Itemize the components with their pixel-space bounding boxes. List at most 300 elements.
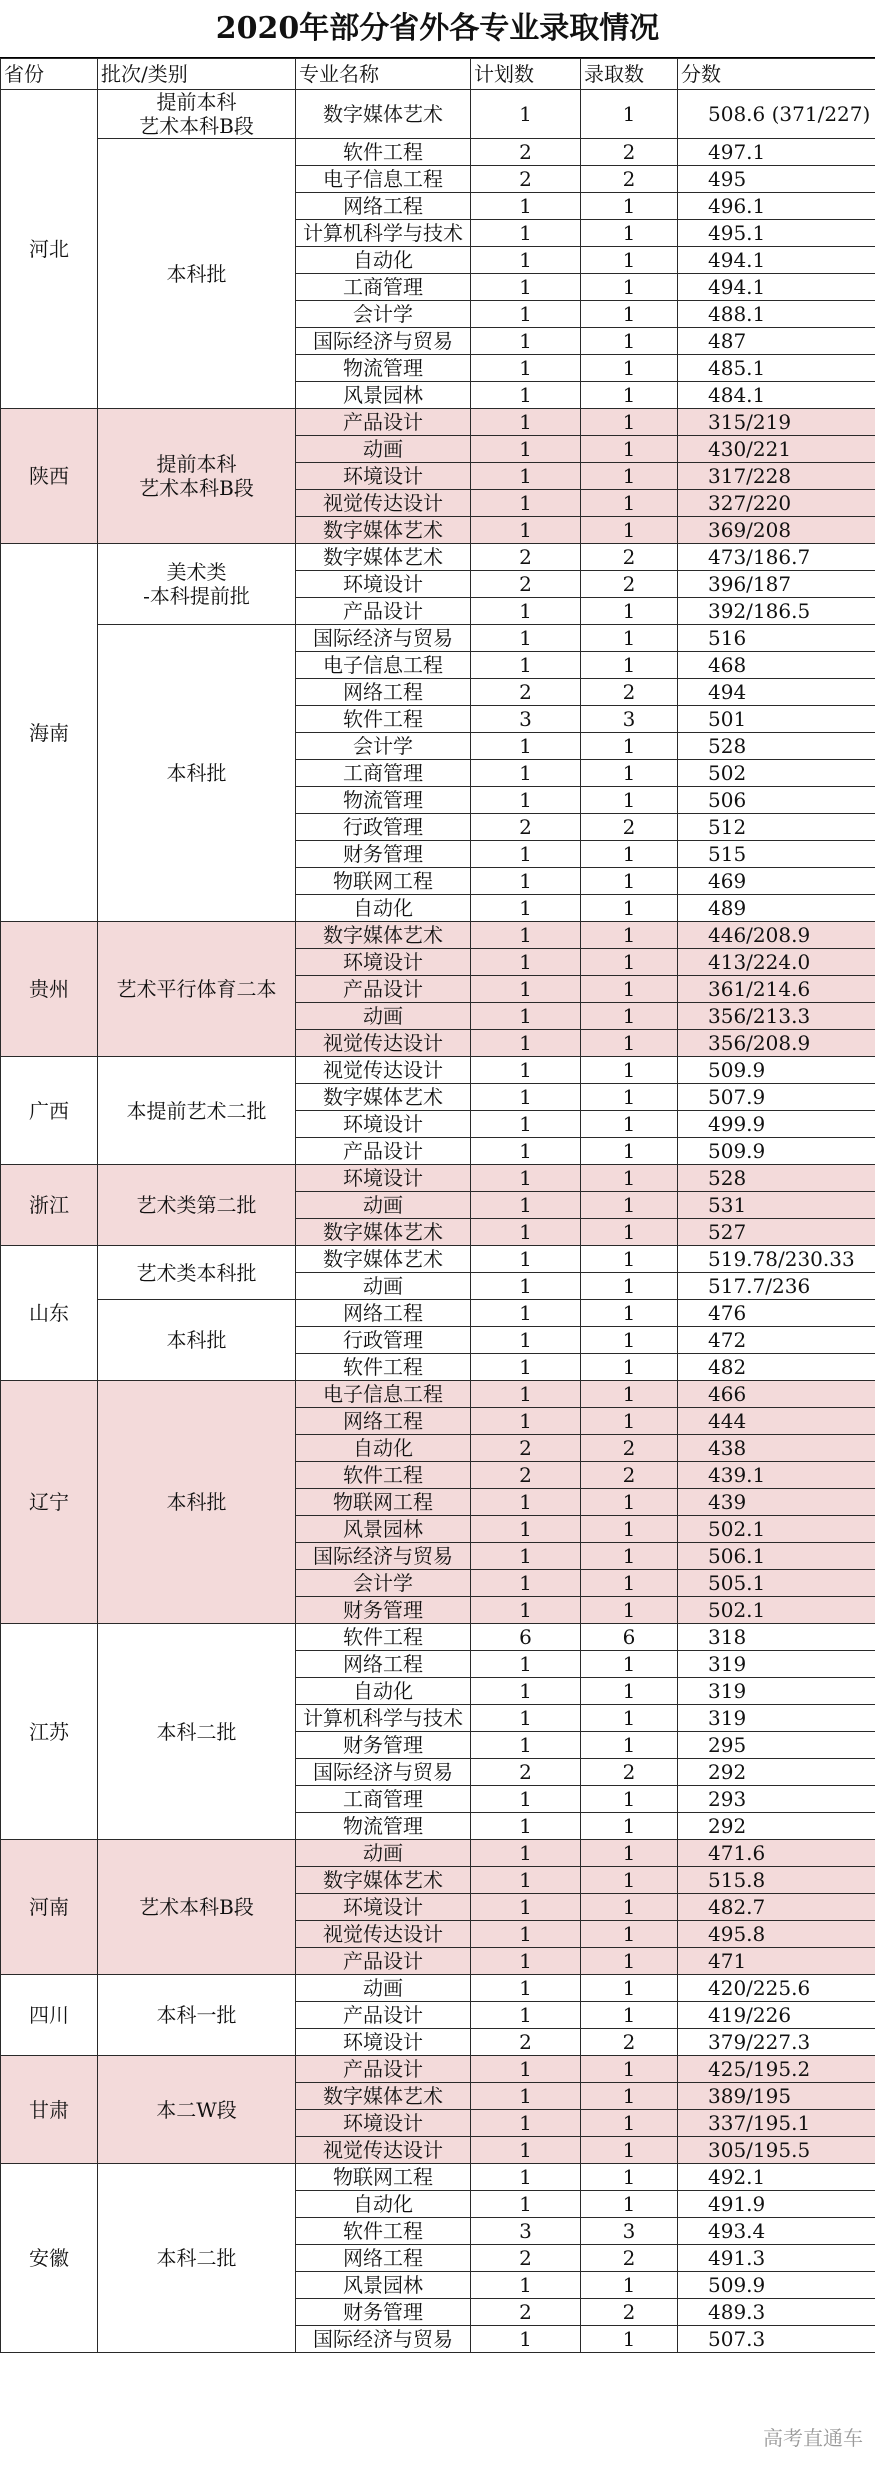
admit-count-cell: 1 [581,409,678,436]
plan-count-cell: 2 [471,1462,581,1489]
admit-count-cell: 1 [581,1192,678,1219]
plan-count-cell: 1 [471,1138,581,1165]
table-row [1,1165,875,1192]
watermark: 高考直通车 [763,2426,863,2450]
major-cell: 财务管理 [296,1597,471,1624]
admit-count-cell: 1 [581,787,678,814]
plan-count-cell: 1 [471,247,581,274]
batch-cell: 艺术平行体育二本 [98,922,296,1057]
admit-count-cell: 1 [581,1057,678,1084]
admit-count-cell: 1 [581,301,678,328]
plan-count-cell: 3 [471,2218,581,2245]
admit-count-cell: 1 [581,490,678,517]
major-cell: 物联网工程 [296,868,471,895]
header-score: 分数 [678,59,875,90]
major-cell: 国际经济与贸易 [296,625,471,652]
major-cell: 软件工程 [296,2218,471,2245]
admit-count-cell: 2 [581,2245,678,2272]
admit-count-cell: 6 [581,1624,678,1651]
major-cell: 财务管理 [296,1732,471,1759]
major-cell: 电子信息工程 [296,166,471,193]
table-row [1,922,875,949]
major-cell: 产品设计 [296,409,471,436]
plan-count-cell: 1 [471,922,581,949]
score-cell: 305/195.5 [678,2137,875,2164]
score-cell: 494 [678,679,875,706]
major-cell: 数字媒体艺术 [296,1219,471,1246]
plan-count-cell: 2 [471,2245,581,2272]
table-row [1,1381,875,1408]
batch-cell: 艺术类第二批 [98,1165,296,1246]
table-row [1,544,875,571]
major-cell: 产品设计 [296,598,471,625]
major-cell: 网络工程 [296,1300,471,1327]
plan-count-cell: 1 [471,1408,581,1435]
plan-count-cell: 1 [471,274,581,301]
score-cell: 389/195 [678,2083,875,2110]
major-cell: 财务管理 [296,841,471,868]
page-title: 2020年部分省外各专业录取情况 [0,0,875,58]
major-cell: 软件工程 [296,139,471,166]
admit-count-cell: 1 [581,382,678,409]
plan-count-cell: 1 [471,1192,581,1219]
admit-count-cell: 1 [581,436,678,463]
plan-count-cell: 1 [471,1678,581,1705]
major-cell: 数字媒体艺术 [296,1246,471,1273]
admit-count-cell: 1 [581,1948,678,1975]
admit-count-cell: 3 [581,2218,678,2245]
score-cell: 413/224.0 [678,949,875,976]
plan-count-cell: 1 [471,1381,581,1408]
major-cell: 动画 [296,1003,471,1030]
admit-count-cell: 1 [581,274,678,301]
major-cell: 视觉传达设计 [296,1030,471,1057]
score-cell: 337/195.1 [678,2110,875,2137]
major-cell: 网络工程 [296,1651,471,1678]
table-row [1,1624,875,1651]
admit-count-cell: 1 [581,733,678,760]
province-cell: 广西 [1,1057,98,1165]
major-cell: 物流管理 [296,787,471,814]
table-row [1,625,875,652]
plan-count-cell: 1 [471,1813,581,1840]
admit-count-cell: 2 [581,2029,678,2056]
admit-count-cell: 1 [581,2056,678,2083]
admit-count-cell: 1 [581,652,678,679]
admit-count-cell: 1 [581,1516,678,1543]
score-cell: 515 [678,841,875,868]
score-cell: 484.1 [678,382,875,409]
major-cell: 物流管理 [296,355,471,382]
major-cell: 动画 [296,1975,471,2002]
admit-count-cell: 1 [581,1840,678,1867]
score-cell: 444 [678,1408,875,1435]
major-cell: 产品设计 [296,2056,471,2083]
major-cell: 数字媒体艺术 [296,1084,471,1111]
score-cell: 419/226 [678,2002,875,2029]
plan-count-cell: 1 [471,625,581,652]
major-cell: 国际经济与贸易 [296,328,471,355]
score-cell: 319 [678,1705,875,1732]
score-cell: 471.6 [678,1840,875,1867]
score-cell: 505.1 [678,1570,875,1597]
major-cell: 财务管理 [296,2299,471,2326]
admit-count-cell: 1 [581,1003,678,1030]
score-cell: 473/186.7 [678,544,875,571]
admit-count-cell: 1 [581,1408,678,1435]
major-cell: 会计学 [296,733,471,760]
major-cell: 数字媒体艺术 [296,2083,471,2110]
admit-count-cell: 1 [581,1300,678,1327]
admit-count-cell: 1 [581,1030,678,1057]
admit-count-cell: 3 [581,706,678,733]
major-cell: 行政管理 [296,814,471,841]
plan-count-cell: 1 [471,1516,581,1543]
major-cell: 网络工程 [296,193,471,220]
major-cell: 产品设计 [296,2002,471,2029]
score-cell: 327/220 [678,490,875,517]
province-cell: 海南 [1,544,98,922]
score-cell: 476 [678,1300,875,1327]
major-cell: 动画 [296,1840,471,1867]
score-cell: 507.9 [678,1084,875,1111]
province-cell: 安徽 [1,2164,98,2353]
score-cell: 491.9 [678,2191,875,2218]
table-row [1,1840,875,1867]
admit-count-cell: 1 [581,1975,678,2002]
plan-count-cell: 1 [471,760,581,787]
plan-count-cell: 1 [471,463,581,490]
score-cell: 494.1 [678,274,875,301]
admit-count-cell: 2 [581,2299,678,2326]
major-cell: 视觉传达设计 [296,2137,471,2164]
batch-cell: 提前本科 艺术本科B段 [98,409,296,544]
major-cell: 风景园林 [296,382,471,409]
major-cell: 数字媒体艺术 [296,90,471,139]
score-cell: 315/219 [678,409,875,436]
plan-count-cell: 2 [471,1435,581,1462]
major-cell: 环境设计 [296,949,471,976]
score-cell: 293 [678,1786,875,1813]
plan-count-cell: 1 [471,1894,581,1921]
admit-count-cell: 1 [581,1705,678,1732]
admit-count-cell: 1 [581,90,678,139]
plan-count-cell: 2 [471,544,581,571]
score-cell: 487 [678,328,875,355]
batch-cell: 本科二批 [98,2164,296,2353]
score-cell: 318 [678,1624,875,1651]
admit-count-cell: 1 [581,1165,678,1192]
admit-count-cell: 1 [581,2326,678,2353]
table-row [1,2164,875,2191]
admit-count-cell: 1 [581,598,678,625]
table-row [1,1975,875,2002]
score-cell: 506.1 [678,1543,875,1570]
score-cell: 438 [678,1435,875,1462]
admit-count-cell: 1 [581,1678,678,1705]
major-cell: 软件工程 [296,706,471,733]
major-cell: 计算机科学与技术 [296,220,471,247]
admit-count-cell: 1 [581,949,678,976]
score-cell: 508.6 (371/227) [678,90,875,139]
admit-count-cell: 1 [581,1813,678,1840]
score-cell: 527 [678,1219,875,1246]
major-cell: 风景园林 [296,2272,471,2299]
admit-count-cell: 1 [581,1867,678,1894]
score-cell: 502.1 [678,1516,875,1543]
major-cell: 环境设计 [296,1894,471,1921]
admit-count-cell: 1 [581,1354,678,1381]
province-cell: 甘肃 [1,2056,98,2164]
score-cell: 482 [678,1354,875,1381]
admit-count-cell: 1 [581,1732,678,1759]
admit-count-cell: 1 [581,922,678,949]
score-cell: 493.4 [678,2218,875,2245]
admit-count-cell: 1 [581,2110,678,2137]
score-cell: 494.1 [678,247,875,274]
plan-count-cell: 2 [471,571,581,598]
major-cell: 数字媒体艺术 [296,517,471,544]
score-cell: 356/208.9 [678,1030,875,1057]
major-cell: 软件工程 [296,1462,471,1489]
plan-count-cell: 2 [471,139,581,166]
major-cell: 自动化 [296,1435,471,1462]
admit-count-cell: 1 [581,1381,678,1408]
table-row [1,90,875,139]
score-cell: 317/228 [678,463,875,490]
major-cell: 自动化 [296,895,471,922]
major-cell: 产品设计 [296,1138,471,1165]
major-cell: 产品设计 [296,976,471,1003]
province-cell: 贵州 [1,922,98,1057]
plan-count-cell: 1 [471,1705,581,1732]
score-cell: 396/187 [678,571,875,598]
major-cell: 动画 [296,1273,471,1300]
plan-count-cell: 1 [471,1219,581,1246]
major-cell: 视觉传达设计 [296,1057,471,1084]
admit-count-cell: 2 [581,814,678,841]
province-cell: 江苏 [1,1624,98,1840]
major-cell: 工商管理 [296,1786,471,1813]
major-cell: 电子信息工程 [296,1381,471,1408]
admit-count-cell: 1 [581,1327,678,1354]
plan-count-cell: 1 [471,1786,581,1813]
admit-count-cell: 1 [581,1246,678,1273]
score-cell: 468 [678,652,875,679]
plan-count-cell: 1 [471,895,581,922]
admit-count-cell: 1 [581,220,678,247]
major-cell: 数字媒体艺术 [296,1867,471,1894]
admit-count-cell: 1 [581,1084,678,1111]
table-row [1,1300,875,1327]
plan-count-cell: 2 [471,679,581,706]
batch-cell: 艺术本科B段 [98,1840,296,1975]
admit-count-cell: 1 [581,2137,678,2164]
admit-count-cell: 1 [581,1111,678,1138]
major-cell: 工商管理 [296,274,471,301]
plan-count-cell: 1 [471,2272,581,2299]
score-cell: 379/227.3 [678,2029,875,2056]
major-cell: 会计学 [296,1570,471,1597]
plan-count-cell: 1 [471,1975,581,2002]
plan-count-cell: 1 [471,1084,581,1111]
table-row [1,1057,875,1084]
admit-count-cell: 2 [581,1435,678,1462]
score-cell: 488.1 [678,301,875,328]
plan-count-cell: 1 [471,301,581,328]
plan-count-cell: 1 [471,652,581,679]
admit-count-cell: 2 [581,679,678,706]
plan-count-cell: 1 [471,1570,581,1597]
plan-count-cell: 1 [471,841,581,868]
admit-count-cell: 1 [581,1570,678,1597]
major-cell: 网络工程 [296,2245,471,2272]
admit-count-cell: 1 [581,868,678,895]
table-row [1,409,875,436]
score-cell: 392/186.5 [678,598,875,625]
plan-count-cell: 1 [471,868,581,895]
plan-count-cell: 2 [471,166,581,193]
plan-count-cell: 1 [471,787,581,814]
batch-cell: 本科批 [98,625,296,922]
score-cell: 528 [678,733,875,760]
admit-count-cell: 1 [581,328,678,355]
score-cell: 517.7/236 [678,1273,875,1300]
province-cell: 四川 [1,1975,98,2056]
score-cell: 515.8 [678,1867,875,1894]
table-body [1,90,875,2353]
batch-cell: 本科一批 [98,1975,296,2056]
major-cell: 自动化 [296,1678,471,1705]
batch-cell: 本二W段 [98,2056,296,2164]
table-row [1,1246,875,1273]
score-cell: 319 [678,1678,875,1705]
score-cell: 489.3 [678,2299,875,2326]
plan-count-cell: 1 [471,1840,581,1867]
plan-count-cell: 6 [471,1624,581,1651]
plan-count-cell: 1 [471,382,581,409]
score-cell: 509.9 [678,1057,875,1084]
province-cell: 浙江 [1,1165,98,1246]
score-cell: 472 [678,1327,875,1354]
major-cell: 物联网工程 [296,1489,471,1516]
batch-cell: 本科批 [98,1381,296,1624]
score-cell: 509.9 [678,1138,875,1165]
plan-count-cell: 1 [471,2137,581,2164]
admit-count-cell: 1 [581,517,678,544]
plan-count-cell: 1 [471,436,581,463]
score-cell: 502.1 [678,1597,875,1624]
province-cell: 山东 [1,1246,98,1381]
plan-count-cell: 1 [471,1246,581,1273]
plan-count-cell: 1 [471,1030,581,1057]
plan-count-cell: 1 [471,598,581,625]
plan-count-cell: 1 [471,220,581,247]
major-cell: 风景园林 [296,1516,471,1543]
score-cell: 495.1 [678,220,875,247]
admit-count-cell: 1 [581,1894,678,1921]
score-cell: 369/208 [678,517,875,544]
score-cell: 489 [678,895,875,922]
major-cell: 数字媒体艺术 [296,922,471,949]
admit-count-cell: 1 [581,2272,678,2299]
admit-count-cell: 1 [581,895,678,922]
major-cell: 物流管理 [296,1813,471,1840]
plan-count-cell: 1 [471,1165,581,1192]
plan-count-cell: 1 [471,90,581,139]
plan-count-cell: 1 [471,328,581,355]
plan-count-cell: 1 [471,2326,581,2353]
major-cell: 环境设计 [296,1165,471,1192]
plan-count-cell: 1 [471,733,581,760]
plan-count-cell: 2 [471,2029,581,2056]
plan-count-cell: 1 [471,1003,581,1030]
plan-count-cell: 1 [471,1597,581,1624]
batch-cell: 提前本科 艺术本科B段 [98,90,296,139]
plan-count-cell: 1 [471,1489,581,1516]
province-cell: 辽宁 [1,1381,98,1624]
major-cell: 环境设计 [296,571,471,598]
admit-count-cell: 1 [581,2164,678,2191]
batch-cell: 美术类 -本科提前批 [98,544,296,625]
province-cell: 河北 [1,90,98,409]
score-cell: 506 [678,787,875,814]
score-cell: 495 [678,166,875,193]
batch-cell: 本科批 [98,139,296,409]
score-cell: 439.1 [678,1462,875,1489]
admit-count-cell: 2 [581,166,678,193]
score-cell: 512 [678,814,875,841]
major-cell: 国际经济与贸易 [296,1543,471,1570]
major-cell: 软件工程 [296,1624,471,1651]
plan-count-cell: 2 [471,814,581,841]
header-major: 专业名称 [296,59,471,90]
score-cell: 509.9 [678,2272,875,2299]
plan-count-cell: 1 [471,1543,581,1570]
score-cell: 356/213.3 [678,1003,875,1030]
admit-count-cell: 2 [581,1759,678,1786]
admission-table [0,58,875,2353]
major-cell: 环境设计 [296,1111,471,1138]
score-cell: 519.78/230.33 [678,1246,875,1273]
admit-count-cell: 1 [581,1273,678,1300]
score-cell: 497.1 [678,139,875,166]
admit-count-cell: 1 [581,1219,678,1246]
admit-count-cell: 1 [581,1597,678,1624]
score-cell: 466 [678,1381,875,1408]
score-cell: 501 [678,706,875,733]
major-cell: 物联网工程 [296,2164,471,2191]
plan-count-cell: 1 [471,1273,581,1300]
score-cell: 495.8 [678,1921,875,1948]
major-cell: 计算机科学与技术 [296,1705,471,1732]
score-cell: 425/195.2 [678,2056,875,2083]
table-row [1,2056,875,2083]
admit-count-cell: 1 [581,2002,678,2029]
plan-count-cell: 1 [471,355,581,382]
plan-count-cell: 1 [471,1867,581,1894]
major-cell: 软件工程 [296,1354,471,1381]
major-cell: 国际经济与贸易 [296,2326,471,2353]
score-cell: 531 [678,1192,875,1219]
header-plan-count: 计划数 [471,59,581,90]
plan-count-cell: 1 [471,976,581,1003]
admit-count-cell: 2 [581,544,678,571]
major-cell: 产品设计 [296,1948,471,1975]
province-cell: 河南 [1,1840,98,1975]
major-cell: 动画 [296,436,471,463]
plan-count-cell: 1 [471,2002,581,2029]
